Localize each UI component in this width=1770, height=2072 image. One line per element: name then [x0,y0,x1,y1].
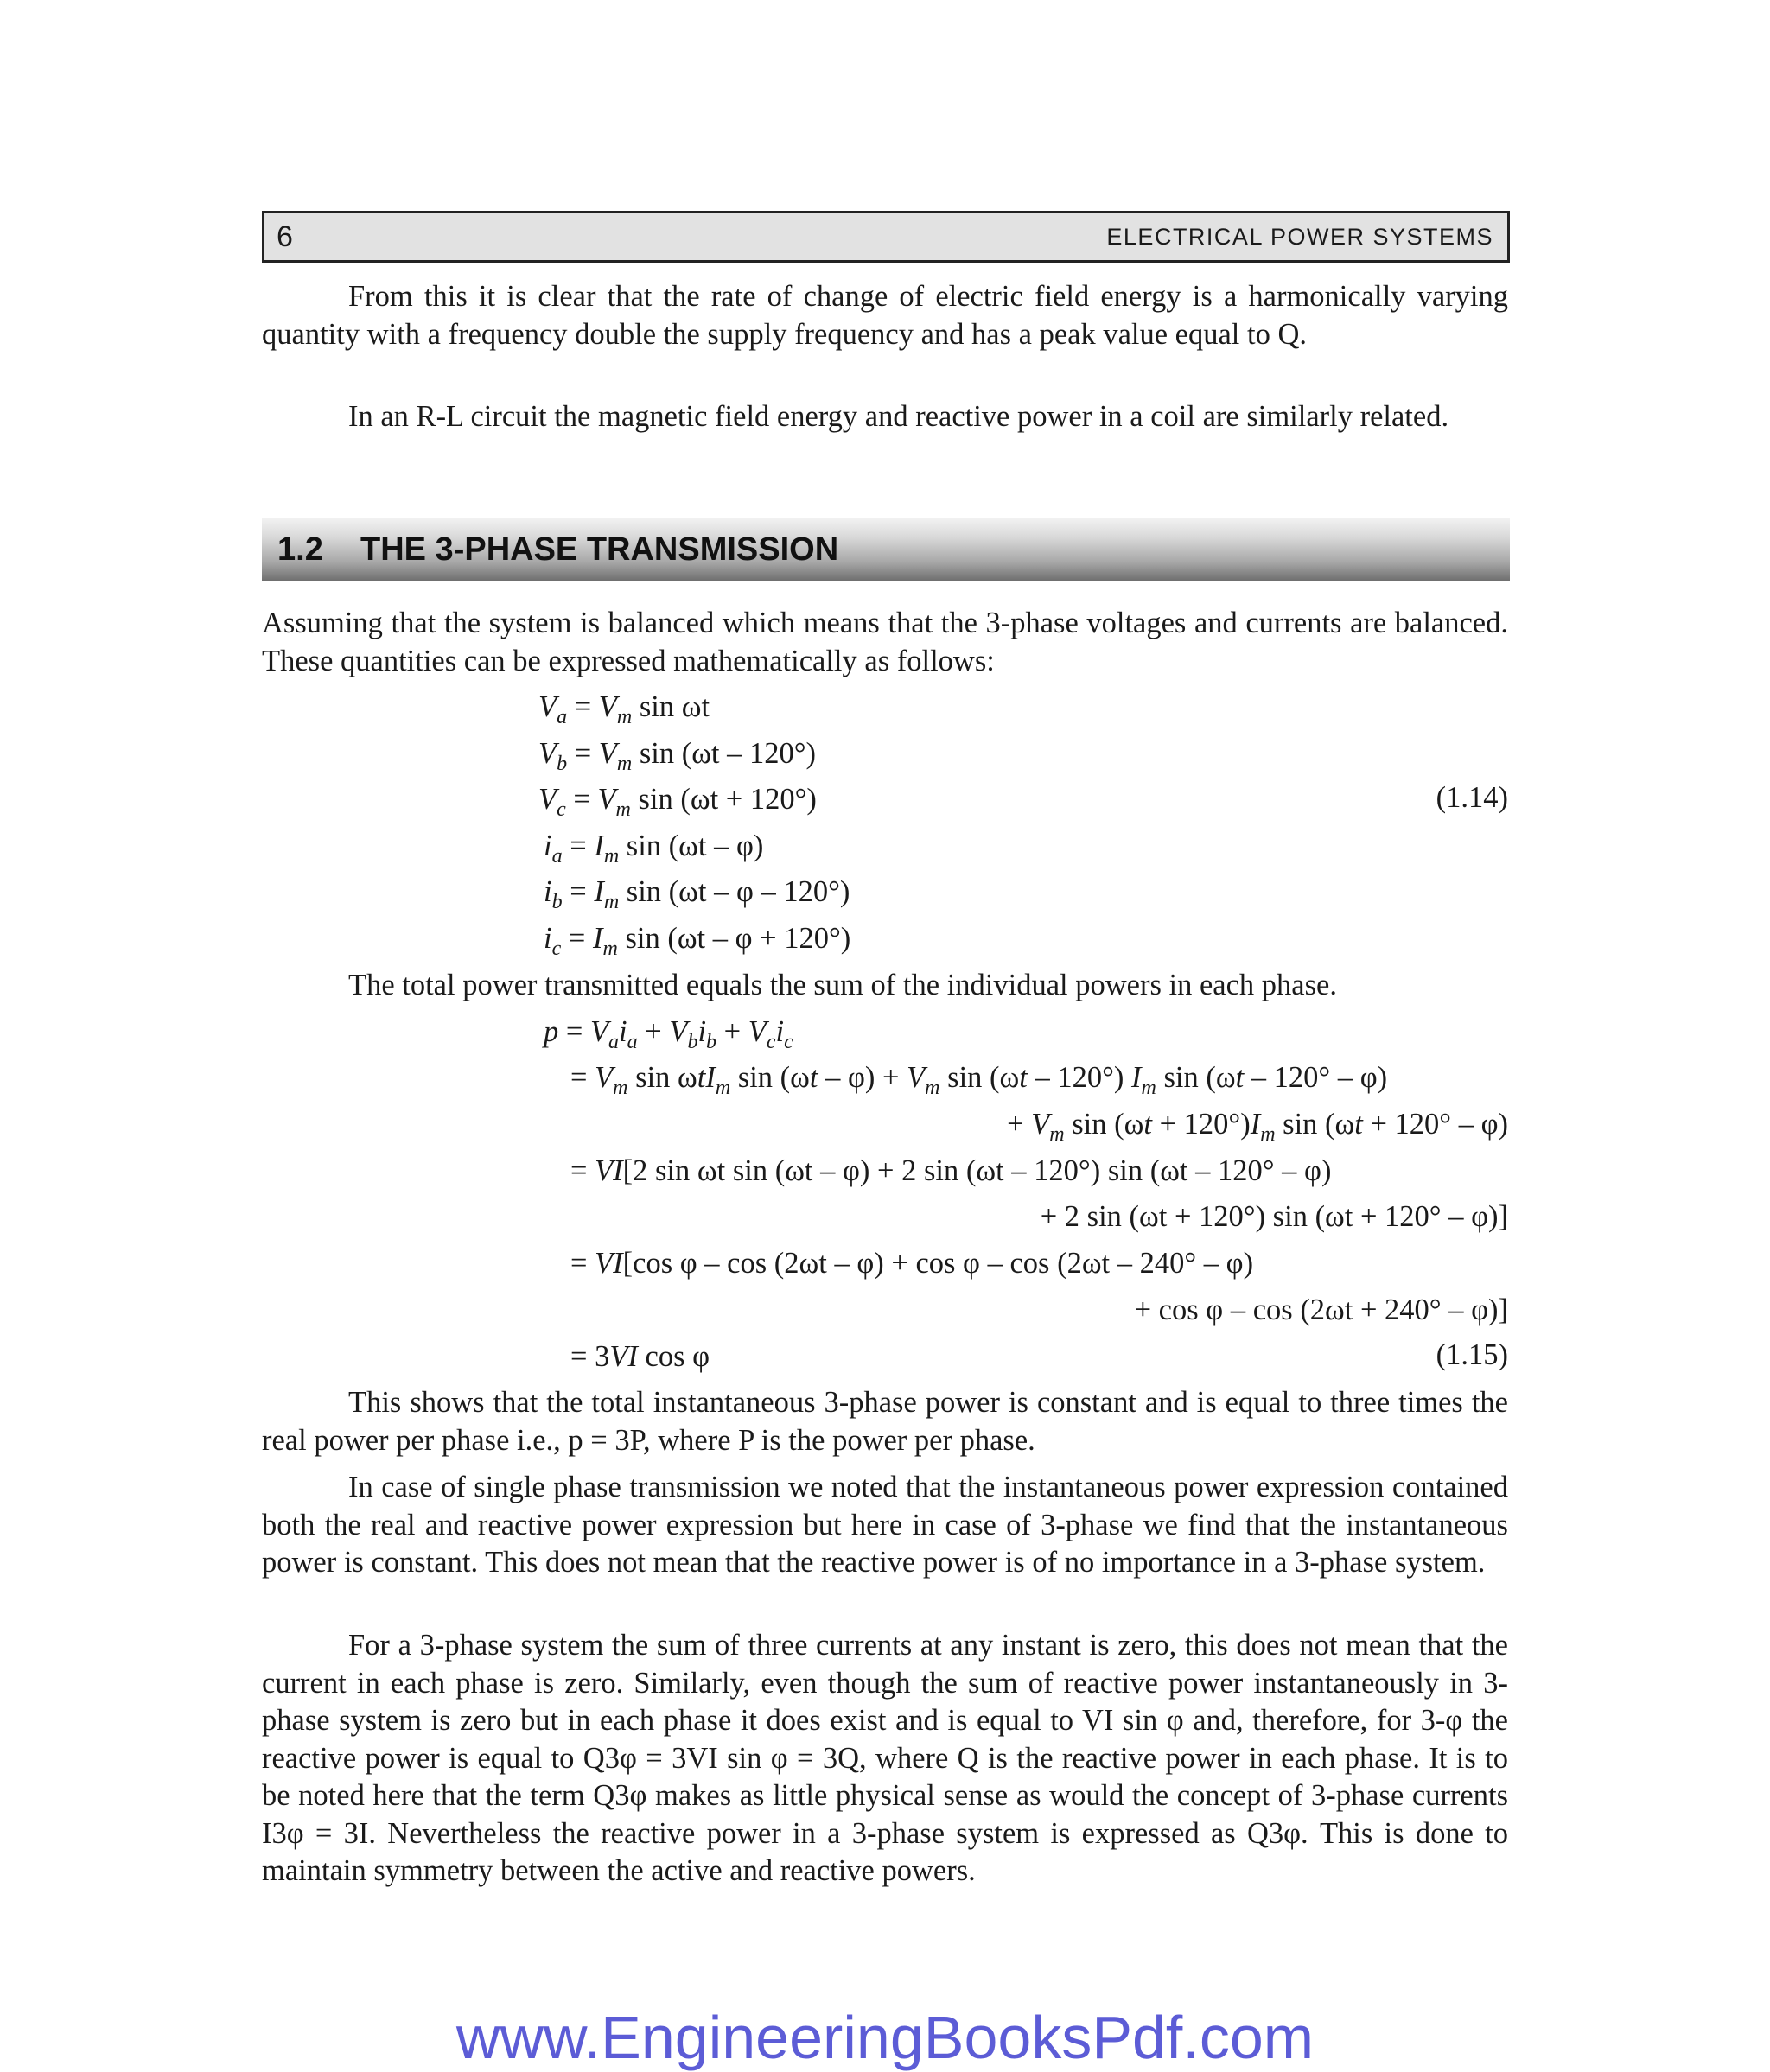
equation-p-result: = 3VI cos φ [570,1340,710,1373]
paragraph-3: Assuming that the system is balanced which means that the 3-phase voltages and currents are balanced. These quantities can be expressed mathematically as follows: [262,607,1508,677]
paragraph-1: From this it is clear that the rate of change of electric field energy is a harmonically varying quantity with a frequency double the supply frequency and has a peak value equal to Q. [262,280,1508,351]
paragraph-2: In an R-L circuit the magnetic field energy and reactive power in a coil are similarly related. [348,400,1449,433]
paragraph-7: For a 3-phase system the sum of three currents at any instant is zero, this does not mean that the current in each phase is zero. Similarly, even though the sum of reactive power instantaneously in 3-phase system is zero but in each phase it does exist and is equal to VI sin φ and, therefore, for 3-φ the reactive power is equal to Q3φ = 3VI sin φ = 3Q, where Q is the reactive power in each phase. It is to be noted here that the term Q3φ makes as little physical sense as would the concept of 3-phase currents I3φ = 3I. Nevertheless the reactive power in a 3-phase system is expressed as Q3φ. This is done to maintain symmetry between the active and reactive powers. [262,1629,1508,1887]
running-title: ELECTRICAL POWER SYSTEMS [1106,223,1493,250]
equation-vc: $V_c = V_m$ sin (ωt + 120°) [538,783,817,821]
equation-ia: $i_a = I_m$ sin (ωt – φ) [544,829,764,868]
paragraph-6: In case of single phase transmission we noted that the instantaneous power expression contained both the real and reactive power expression but here in case of 3-phase we find that the instantaneous power is constant. This does not mean that the reactive power is of no importance in a 3-phase system. [262,1471,1508,1579]
equation-p-expansion-1: = $V_m$ sin ωtI$_m$ $\sin (\omega t - \varphi) + V_m$ sin (ωt – 120°) $I_m$ sin (ωt – 120° – φ) [570,1061,1388,1099]
equation-p-expansion-1b: + $V_m$ $\sin (\omega t + 120^\circ)I_m$ sin (ωt + 120° – φ) [1007,1108,1508,1146]
equation-p-expansion-3: = VI[cos φ – cos (2ωt – φ) + cos φ – cos (2ωt – 240° – φ) [570,1247,1254,1280]
equation-vb: $V_b = V_m$ sin (ωt – 120°) [538,737,817,775]
equation-p-definition: $p = V_ai_a + V_bi_b + V_ci_c$ [544,1015,793,1053]
section-title: THE 3-PHASE TRANSMISSION [360,531,839,568]
equation-ib: $i_b = I_m$ sin (ωt – φ – 120°) [544,875,850,913]
equation-p-expansion-2b: + 2 sin (ωt + 120°) sin (ωt + 120° – φ)] [1040,1200,1508,1233]
equation-number-1-15: (1.15) [1436,1338,1508,1371]
equation-ic: $i_c = I_m$ sin (ωt – φ + 120°) [544,922,851,960]
running-header [262,211,1510,263]
equation-number-1-14: (1.14) [1436,781,1508,814]
paragraph-4: The total power transmitted equals the sum of the individual powers in each phase. [348,969,1337,1001]
section-number: 1.2 [277,531,323,568]
equation-p-expansion-3b: + cos φ – cos (2ωt + 240° – φ)] [1134,1293,1508,1326]
equation-p-expansion-2: = VI[2 sin ωt sin (ωt – φ) + 2 sin (ωt – 120°) sin (ωt – 120° – φ) [570,1154,1332,1187]
watermark-link[interactable]: www.EngineeringBooksPdf.com [455,2004,1315,2071]
page-number: 6 [277,219,293,253]
equation-va: $V_a = V_m$ sin ωt [538,690,710,728]
section-heading [262,518,1510,581]
paragraph-5: This shows that the total instantaneous 3-phase power is constant and is equal to three times the real power per phase i.e., p = 3P, where P is the power per phase. [262,1386,1508,1457]
